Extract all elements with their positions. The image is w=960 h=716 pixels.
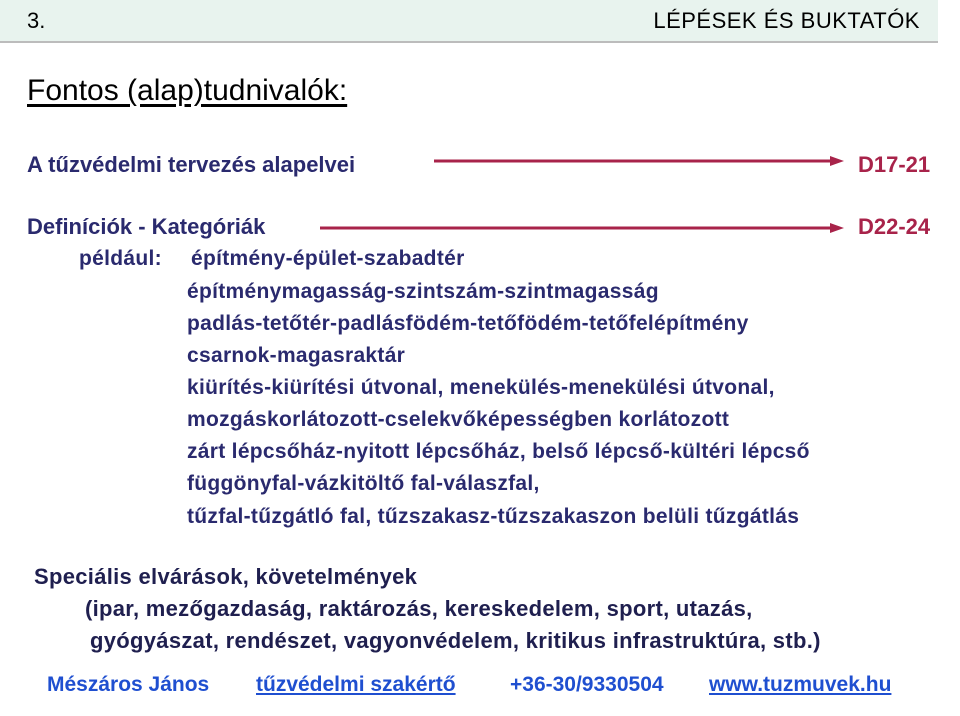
slide-number: 3. [27,8,46,33]
page-title: Fontos (alap)tudnivalók: [27,74,348,107]
header-divider [0,41,938,43]
example-prefix: például: [79,247,162,270]
footer-author-name: Mészáros János [47,673,210,696]
term-line: padlás-tetőtér-padlásfödém-tetőfödém-tetőfelépítmény [187,312,749,335]
term-line: építménymagasság-szintszám-szintmagasság [187,280,659,303]
footer-role: tűzvédelmi szakértő [256,673,456,696]
ref-principles: D17-21 [858,152,931,177]
term-line: zárt lépcsőház-nyitott lépcsőház, belső lépcső-kültéri lépcső [187,440,810,463]
term-line: csarnok-magasraktár [187,344,406,367]
slide-header-title: LÉPÉSEK ÉS BUKTATÓK [653,8,920,33]
footer-website-link[interactable]: www.tuzmuvek.hu [709,673,892,696]
arrow-right-icon [434,152,846,170]
term-line: függönyfal-vázkitöltő fal-válaszfal, [187,472,540,495]
row-label-definitions: Definíciók - Kategóriák [27,214,266,239]
special-line: gyógyászat, rendészet, vagyonvédelem, kritikus infrastruktúra, stb.) [90,628,821,653]
term-line: mozgáskorlátozott-cselekvőképességben korlátozott [187,408,730,431]
arrow-right-icon [320,219,846,237]
term-line: kiürítés-kiürítési útvonal, menekülés-menekülési útvonal, [187,376,775,399]
example-first-term: építmény-épület-szabadtér [191,247,465,270]
footer-phone: +36-30/9330504 [510,673,664,696]
term-line: tűzfal-tűzgátló fal, tűzszakasz-tűzszakaszon belüli tűzgátlás [187,505,800,528]
ref-definitions: D22-24 [858,214,931,239]
special-line: (ipar, mezőgazdaság, raktározás, kereskedelem, sport, utazás, [85,596,753,621]
row-label-principles: A tűzvédelmi tervezés alapelvei [27,152,356,177]
special-title: Speciális elvárások, követelmények [34,564,418,589]
